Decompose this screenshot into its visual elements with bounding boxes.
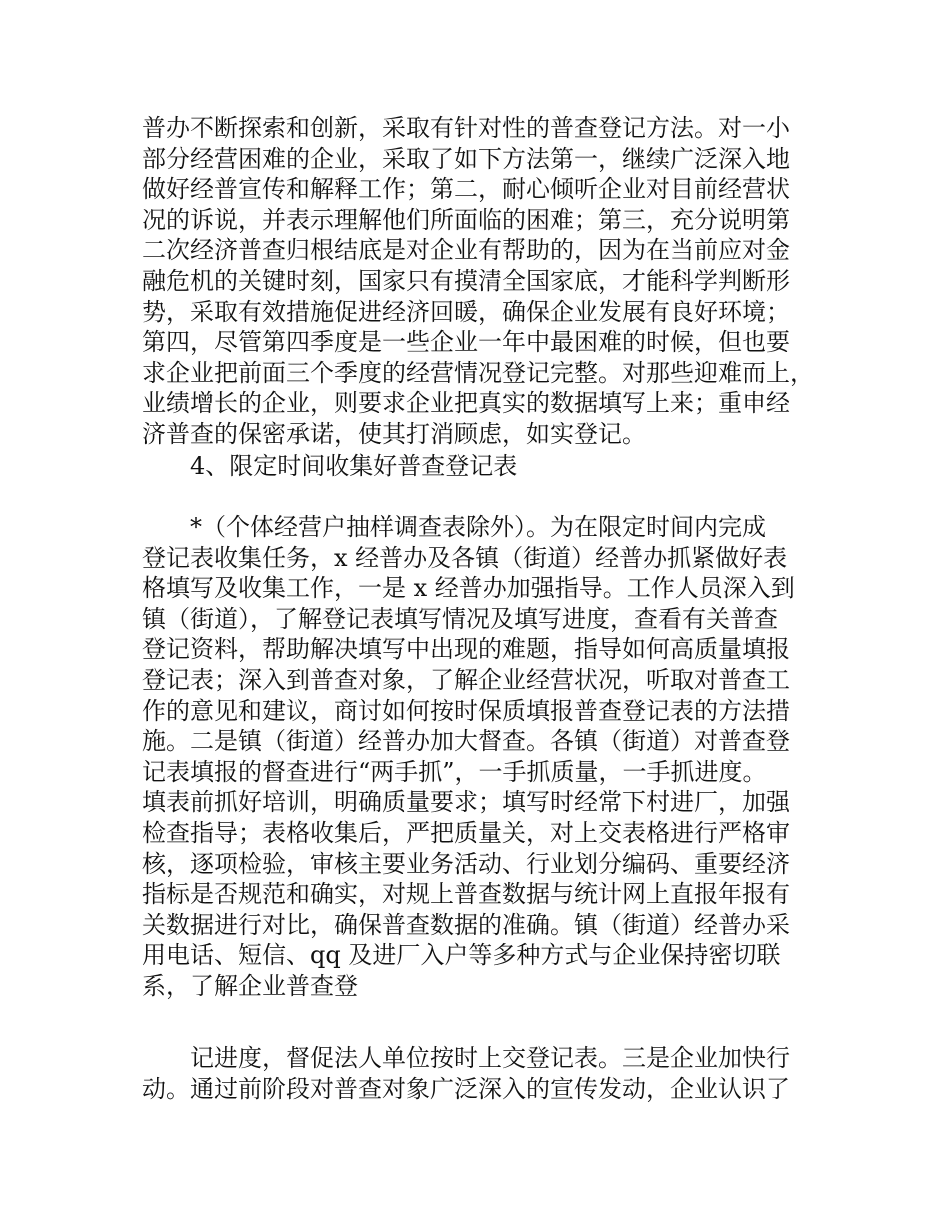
text-line: 指标是否规范和确实，对规上普查数据与统计网上直报年报有 — [142, 880, 790, 909]
paragraph-2 — [142, 512, 822, 1002]
text-line: 济普查的保密承诺，使其打消顾虑，如实登记。 — [142, 419, 646, 448]
text-line: 势，采取有效措施促进经济回暖，确保企业发展有良好环境； — [142, 297, 790, 326]
text-line: 第四，尽管第四季度是一些企业一年中最困难的时候，但也要 — [142, 328, 790, 357]
text-line: 普办不断探索和创新，采取有针对性的普查登记方法。对一小 — [142, 114, 790, 142]
text-line: 做好经普宣传和解释工作；第二，耐心倾听企业对目前经营状 — [142, 175, 790, 204]
section-heading — [142, 451, 822, 482]
text-line: 检查指导；表格收集后，严把质量关，对上交表格进行严格审 — [142, 818, 790, 847]
text-line: 动。通过前阶段对普查对象广泛深入的宣传发动，企业认识了 — [142, 1074, 790, 1103]
text-line: 记进度，督促法人单位按时上交登记表。三是企业加快行 — [190, 1044, 790, 1072]
text-line: 镇（街道），了解登记表填写情况及填写进度，查看有关普查 — [142, 604, 778, 633]
text-line: 融危机的关键时刻，国家只有摸清全国家底，才能科学判断形 — [142, 266, 790, 295]
paragraph-3 — [142, 1043, 822, 1104]
text-line: 部分经营困难的企业，采取了如下方法第一，继续广泛深入地 — [142, 144, 790, 173]
text-line: 关数据进行对比，确保普查数据的准确。镇（街道）经普办采 — [142, 910, 790, 939]
text-line: 登记资料，帮助解决填写中出现的难题，指导如何高质量填报 — [142, 635, 790, 664]
text-line: *（个体经营户抽样调查表除外）。为在限定时间内完成 — [190, 513, 766, 541]
text-line: 登记表收集任务，x 经普办及各镇（街道）经普办抓紧做好表 — [142, 543, 788, 572]
text-line: 二次经济普查归根结底是对企业有帮助的，因为在当前应对金 — [142, 236, 790, 265]
text-line: 格填写及收集工作，一是 x 经普办加强指导。工作人员深入到 — [142, 574, 795, 603]
text-line: 况的诉说，并表示理解他们所面临的困难；第三，充分说明第 — [142, 205, 790, 234]
text-line: 作的意见和建议，商讨如何按时保质填报普查登记表的方法措 — [142, 696, 790, 725]
heading-text: 4、限定时间收集好普查登记表 — [190, 452, 518, 480]
text-line: 登记表；深入到普查对象，了解企业经营状况，听取对普查工 — [142, 665, 790, 694]
text-line: 系，了解企业普查登 — [142, 971, 358, 1000]
text-line: 业绩增长的企业，则要求企业把真实的数据填写上来；重申经 — [142, 389, 790, 418]
text-line: 用电话、短信、qq 及进厂入户等多种方式与企业保持密切联 — [142, 941, 781, 970]
text-line: 求企业把前面三个季度的经营情况登记完整。对那些迎难而上， — [142, 358, 814, 387]
text-line: 填表前抓好培训，明确质量要求；填写时经常下村进厂，加强 — [142, 788, 790, 817]
paragraph-1 — [142, 113, 822, 450]
text-line: 核，逐项检验，审核主要业务活动、行业划分编码、重要经济 — [142, 849, 790, 878]
text-line: 施。二是镇（街道）经普办加大督查。各镇（街道）对普查登 — [142, 727, 790, 756]
text-line: 记表填报的督查进行“两手抓”，一手抓质量，一手抓进度。 — [142, 757, 767, 786]
